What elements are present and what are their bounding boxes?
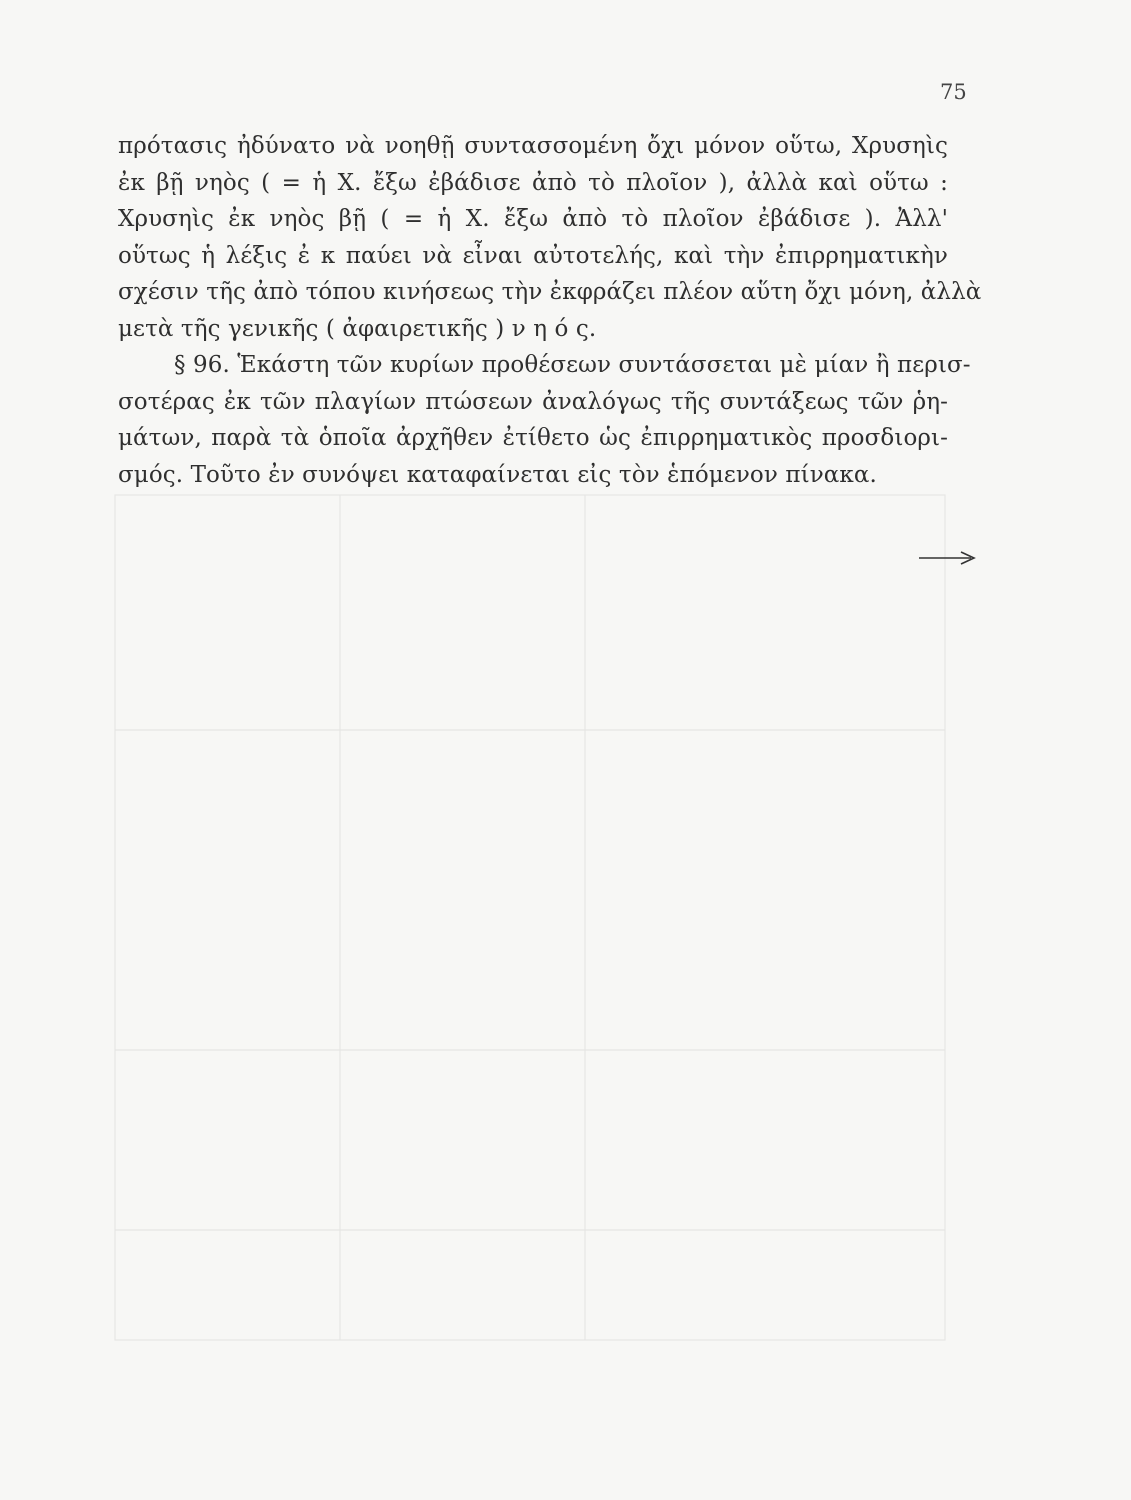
text-line: σοτέρας ἐκ τῶν πλαγίων πτώσεων ἀναλόγως τῆς συντάξεως τῶν ῥη- [118, 388, 948, 415]
right-arrow-icon [917, 548, 977, 568]
text-line: μάτων, παρὰ τὰ ὁποῖα ἀρχῆθεν ἐτίθετο ὡς ἐπιρρηματικὸς προσδιορι- [118, 425, 948, 451]
text-line: οὕτως ἡ λέξις ἐ κ παύει νὰ εἶναι αὐτοτελής, καὶ τὴν ἐπιρρηματικὴν [118, 242, 948, 269]
section-heading-line: § 96. Ἑκάστη τῶν κυρίων προθέσεων συντάσσεται μὲ μίαν ἢ περισ- [174, 352, 971, 378]
text-line: πρότασις ἠδύνατο νὰ νοηθῇ συντασσομένη ὄχι μόνον οὕτω, Χρυσηὶς [118, 133, 948, 159]
text-line: Χρυσηὶς ἐκ νηὸς βῇ ( = ἡ Χ. ἔξω ἀπὸ τὸ πλοῖον ἐβάδισε ). Ἀλλ' [118, 206, 948, 232]
bleed-through-table [110, 490, 950, 1350]
text-line: σχέσιν τῆς ἀπὸ τόπου κινήσεως τὴν ἐκφράζει πλέον αὕτη ὄχι μόνη, ἀλλὰ [118, 279, 982, 305]
page-number: 75 [940, 80, 967, 104]
text-line: μετὰ τῆς γενικῆς ( ἀφαιρετικῆς ) ν η ό ς. [118, 315, 597, 342]
body-text [118, 128, 982, 493]
text-line: ἐκ βῇ νηὸς ( = ἡ Χ. ἔξω ἐβάδισε ἀπὸ τὸ πλοῖον ), ἀλλὰ καὶ οὕτω : [118, 169, 948, 196]
text-line: σμός. Τοῦτο ἐν συνόψει καταφαίνεται εἰς τὸν ἑπόμενον πίνακα. [118, 461, 877, 488]
